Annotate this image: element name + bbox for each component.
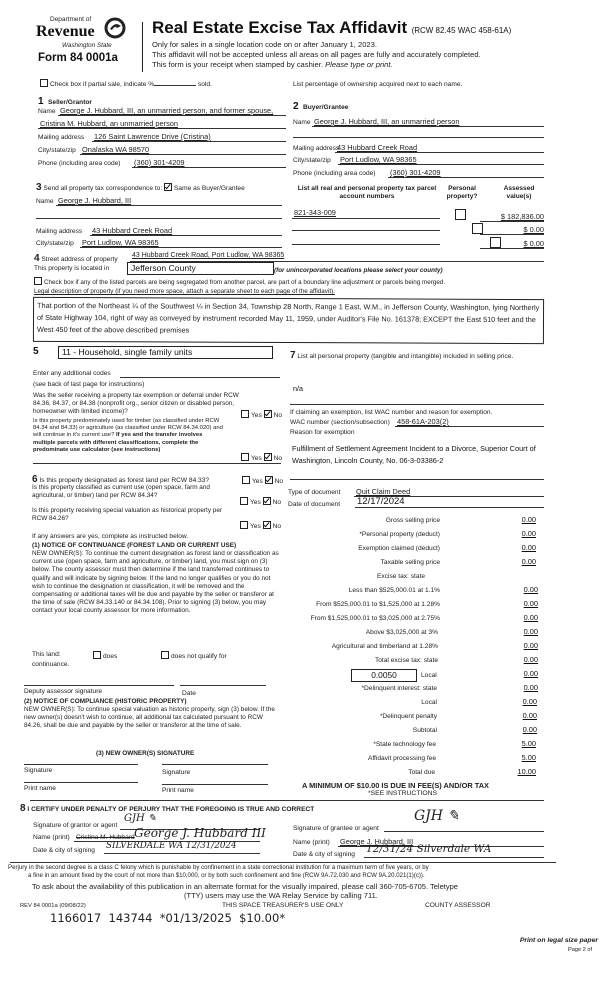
rule (92, 141, 286, 142)
personal-property-label (290, 352, 530, 361)
tax-row-label: Subtotal (412, 727, 437, 734)
deputy-date-field[interactable] (180, 685, 266, 686)
segregate-label: Check box if any of the listed parcels are being segregated from another parcel, are part of a boundary line adjustment or parcels being merged. (44, 279, 446, 286)
additional-codes-field (120, 377, 280, 378)
current-use-no-checkbox[interactable] (263, 497, 271, 505)
historic-yes-checkbox[interactable] (240, 521, 248, 529)
wac-field[interactable]: 458-61A-203(2) (397, 417, 449, 426)
doc-date-label: Date of document (288, 501, 341, 508)
county-assessor-label: COUNTY ASSESSOR (425, 902, 491, 909)
no-label: No (273, 455, 283, 462)
rule (312, 126, 544, 127)
grantee-signature[interactable]: GJH ✎ (414, 808, 460, 824)
rule (338, 164, 544, 165)
rule (480, 234, 544, 235)
grantee-sig-label: Signature of grantee or agent (293, 825, 379, 832)
buyer-phone-field[interactable]: (360) 301-4209 (390, 168, 441, 177)
certify-text: I CERTIFY UNDER PENALTY OF PERJURY THAT THE FOREGOING IS TRUE AND CORRECT (27, 806, 315, 813)
grantor-name-field[interactable]: George J. Hubbard III (134, 826, 266, 840)
corr-city-field[interactable]: Port Ludlow, WA 98365 (82, 238, 159, 247)
assessed-value-1[interactable]: $ 182,836.00 (500, 212, 544, 221)
doc-type-field[interactable]: Quit Claim Deed (356, 487, 411, 496)
tax-row-value[interactable]: 0.00 (521, 529, 536, 538)
certify-heading (20, 803, 314, 814)
seller-name-field[interactable]: George J. Hubbard, III, an unmarried person, and former spouse, (60, 106, 274, 115)
accessibility-note-2: (TTY) users may use the WA Relay Service by calling 711. (184, 891, 378, 900)
land-does-not (161, 651, 227, 660)
current-use-answer (240, 497, 281, 506)
section6-intro: If any answers are yes, complete as instructed below. (32, 533, 189, 540)
no-label: No (272, 499, 282, 506)
section-heading: Seller/Grantor (48, 99, 92, 106)
assessed-value-2[interactable]: $ 0.00 (523, 225, 544, 234)
forest-no-checkbox[interactable] (265, 476, 273, 484)
tax-row-value[interactable]: 0.00 (523, 613, 538, 622)
buyer-name-field[interactable]: George J. Hubbard, III, an unmarried person (314, 117, 460, 126)
dept-line1: Department of (50, 16, 92, 23)
header-sub3 (152, 60, 393, 69)
no-label: No (273, 412, 283, 419)
personal-checkbox-1[interactable] (455, 209, 466, 220)
tax-row-label: From $525,000.01 to $1,525,000 at 1.28% (316, 601, 440, 608)
land-does (93, 651, 117, 660)
yes-label: Yes (250, 523, 261, 530)
assessed-col-header: Assessed value(s) (503, 185, 535, 200)
parcel-number-1[interactable]: 821-343-009 (294, 208, 336, 217)
tax-row-value[interactable]: 0.00 (523, 683, 538, 692)
tax-row-label: *Delinquent penalty (379, 713, 437, 720)
dept-line2: Revenue (36, 23, 95, 40)
tax-row-label: Agricultural and timberland at 1.28% (331, 643, 438, 650)
historic-answer (240, 521, 281, 530)
grantee-name-field[interactable]: George J. Hubbard, III (340, 837, 414, 846)
seller-city-field[interactable]: Onalaska WA 98570 (82, 145, 150, 154)
perjury-text: Perjury in the second degree is a class C felony which is punishable by confinement in a state correctional institution for a maximum term of five years, or by (8, 864, 429, 871)
header-sub1: Only for sales in a single location code on or after January 1, 2023. (152, 40, 377, 49)
rule (290, 479, 544, 480)
tax-row-label: Less than $525,000.01 at 1.1% (348, 587, 440, 594)
owner-print-field-1[interactable] (24, 782, 138, 783)
tax-row-value[interactable]: 0.00 (522, 697, 537, 706)
owner-print-field-2[interactable] (162, 784, 268, 785)
land-label: This land: (32, 651, 61, 658)
revision-label: REV 84 0001a (09/08/22) (20, 903, 86, 909)
tax-row-value[interactable]: 0.00 (522, 725, 537, 734)
perjury-note-1 (8, 864, 429, 871)
header-sub2: This affidavit will not be accepted unless all areas on all pages are fully and accurately completed. (152, 50, 481, 59)
timber-no-checkbox[interactable] (264, 453, 272, 461)
section5-number: 5 (33, 346, 39, 357)
tax-row-label: Local (421, 699, 437, 706)
tax-row-value[interactable]: 0.00 (523, 655, 538, 664)
same-as-buyer-checkbox[interactable] (164, 183, 172, 191)
owner-print-label-1: Print name (24, 785, 56, 792)
partial-sale (40, 79, 212, 88)
owner-print-label-2: Print name (162, 787, 194, 794)
personal-property-text: List all personal property (tangible and intangible) included in selling price. (297, 353, 514, 360)
perjury-note-2: a fine in an amount fixed by the court of not more than $10,000, or by both such confinement and fine (RCW 9A.72.030 and RCW 9A.20.021(1)(c)). (28, 872, 425, 879)
buyer-mail-field[interactable]: 43 Hubbard Creek Road (337, 143, 418, 152)
seller-city-label: City/state/zip (38, 147, 76, 154)
owner-signature-label-1: Signature (24, 767, 53, 774)
yes-label: Yes (251, 412, 262, 419)
tax-row-label: *Personal property (deduct) (359, 531, 440, 538)
title-ref: (RCW 82.45 WAC 458-61A) (411, 26, 512, 35)
receipt-note: This form is your receipt when stamped by cashier. (152, 60, 323, 69)
deputy-signature-label: Deputy assessor signature (24, 688, 103, 695)
legal-paper-note: Print on legal size paper (519, 937, 598, 944)
section-number: 1 (38, 96, 44, 107)
grantee-date-label: Date & city of signing (293, 851, 355, 858)
rule (80, 247, 282, 248)
corr-city-label: City/state/zip (36, 240, 74, 247)
owner-signature-field-2[interactable] (162, 764, 268, 765)
forest-yes-checkbox[interactable] (242, 476, 250, 484)
exemption-answer (241, 410, 282, 419)
street-label-text: Street address of property (41, 256, 118, 263)
located-label: This property is located in (34, 265, 110, 272)
exemption-question: Was the seller receiving a property tax exemption or deferral under RCW 84.36, 84.37, or 84.38 (nonprofit org., senior citizen or disabled person, homeowner with limited income)? (33, 392, 239, 416)
additional-codes-label: Enter any additional codes (33, 370, 111, 377)
rule (355, 507, 544, 508)
tax-row-label: Excise tax: state (377, 573, 426, 580)
deputy-signature-field[interactable] (24, 685, 174, 686)
section-number: 6 (32, 474, 38, 485)
ownership-note: List percentage of ownership acquired next to each name. (293, 81, 463, 88)
seller-name-field-2[interactable]: Cristina M. Hubbard, an unmarried person (40, 119, 179, 128)
reason-label: Reason for exemption (290, 429, 355, 436)
segregate (34, 277, 445, 286)
section-number: 2 (293, 101, 299, 112)
tax-row-label: Exemption claimed (deduct) (358, 545, 440, 552)
exemption-claim-label: If claiming an exemption, list WAC number and reason for exemption. (290, 409, 493, 416)
assessed-value-3[interactable]: $ 0.00 (523, 239, 544, 248)
section-number: 8 (20, 803, 26, 814)
forest-question-text: Is this property designated as forest land per RCW 84.33? (39, 477, 210, 484)
grantor-name-label: Name (print) (33, 834, 70, 841)
legal-label: Legal description of property (if you need more space, attach a separate sheet to each page of the affidavit). (34, 288, 335, 295)
rule (90, 235, 282, 236)
reason-field[interactable]: Fulfillment of Settlement Agreement Incident to a Divorce, Superior Court of Washington, Lincoln County, No. 06-3-03386-2 (292, 444, 536, 465)
tax-row-value[interactable]: 0.00 (521, 515, 536, 524)
tax-row-value[interactable]: 10.00 (517, 767, 536, 776)
rule (364, 857, 544, 858)
yes-label: Yes (251, 455, 262, 462)
local-rate-field[interactable]: 0.0050 (351, 669, 417, 682)
timber-question (33, 418, 223, 454)
segregate-checkbox[interactable] (34, 277, 42, 285)
no-label: No (274, 478, 284, 485)
continuance-label: continuance. (32, 661, 70, 668)
rule (335, 152, 544, 153)
tax-row-label: Total due (408, 769, 435, 776)
yes-label: Yes (252, 478, 263, 485)
corr-mail-label: Mailing address (36, 228, 83, 235)
deputy-date-label: Date (182, 690, 196, 697)
county-select[interactable]: Jefferson County (127, 262, 274, 275)
new-owner-signature-title: (3) NEW OWNER(S) SIGNATURE (96, 750, 195, 757)
rule (395, 426, 544, 427)
partial-sale-label: Check box if partial sale, indicate % (50, 81, 155, 88)
owner-signature-field-1[interactable] (24, 764, 138, 765)
partial-sale-percent-field[interactable] (154, 85, 196, 86)
buyer-phone-label: Phone (including area code) (293, 170, 376, 177)
grantee-name-label: Name (print) (293, 839, 330, 846)
tax-row-label: *Delinquent interest: state (361, 685, 437, 692)
tax-row-value[interactable]: 0.00 (523, 627, 538, 636)
section-number: 7 (290, 350, 296, 361)
grantor-signature[interactable]: GJH ✎ (124, 813, 157, 824)
buyer-heading (293, 96, 348, 114)
rule (293, 137, 544, 138)
street-label (34, 253, 118, 264)
rule (104, 853, 260, 854)
tax-row-value[interactable]: 0.00 (523, 641, 538, 650)
does-label: does (103, 653, 118, 660)
section-heading: Buyer/Grantee (303, 104, 349, 111)
timber-question-a: Is this property predominately used for timber (as classified under RCW 84.34 and 84.33) or agriculture (as classified under RCW 84.34.020) and will continue in it's current use? (33, 418, 223, 439)
buyer-mail-label: Mailing address (293, 145, 340, 152)
rule (36, 218, 282, 219)
rule (33, 463, 281, 464)
buyer-name-label: Name (293, 119, 311, 126)
rule (292, 218, 440, 219)
tax-row-value[interactable]: 0.00 (521, 557, 536, 566)
doc-date-field[interactable]: 12/17/2024 (357, 496, 405, 507)
corr-mail-field[interactable]: 43 Hubbard Creek Road (92, 226, 173, 235)
historic-question: Is this property receiving special valuation as historical property per RCW 84.26? (32, 507, 223, 523)
tax-row-label: Above $3,025,000 at 3% (365, 629, 438, 636)
parcel-number-2 (292, 230, 440, 231)
same-as-buyer-label: Same as Buyer/Grantee (174, 185, 245, 192)
current-use-question: Is this property classified as current use (open space, farm and agricultural, or timber) land per RCW 84.34? (32, 484, 210, 500)
partial-sale-checkbox[interactable] (40, 79, 48, 87)
rule (132, 167, 286, 168)
rule (290, 404, 544, 405)
rule (480, 248, 544, 249)
timber-answer (241, 453, 282, 462)
personal-property-field[interactable]: n/a (293, 384, 303, 393)
exemption-no-checkbox[interactable] (264, 410, 272, 418)
tax-row-label: Affidavit processing fee (367, 755, 436, 762)
see-instructions: *SEE INSTRUCTIONS (368, 790, 438, 797)
rule (10, 862, 556, 863)
tax-row-value[interactable]: 5.00 (521, 753, 536, 762)
no-label: No (272, 523, 282, 530)
accessibility-note-1: To ask about the availability of this publication in an alternate format for the visually impaired, please call 360-705-6705. Teletype (32, 882, 458, 891)
continuance-title: (1) NOTICE OF CONTINUANCE (FOREST LAND OR CURRENT USE) (32, 542, 237, 549)
seller-mail-field[interactable]: 126 Saint Lawrence Drive (Cristina) (94, 132, 211, 141)
treasurer-stamp: 1166017 143744 *01/13/2025 $10.00* (50, 911, 286, 925)
land-does-not-checkbox[interactable] (161, 651, 169, 659)
partial-sale-suffix: sold. (197, 81, 212, 88)
correspondence-heading (36, 182, 245, 193)
page-number: Page 2 of (568, 947, 592, 953)
compliance-title: (2) NOTICE OF COMPLIANCE (HISTORIC PROPERTY) (24, 698, 187, 705)
rule (384, 831, 544, 832)
grantor-date-field[interactable]: SILVERDALE WA 12/31/2024 (106, 841, 237, 851)
treasurer-use-label: THIS SPACE TREASURER'S USE ONLY (222, 902, 344, 909)
tax-row-label: Total excise tax: state (374, 657, 438, 664)
land-does-checkbox[interactable] (93, 651, 101, 659)
doc-type-label: Type of document (288, 489, 341, 496)
street-field[interactable]: 43 Hubbard Creek Road, Port Ludlow, WA 98365 (132, 252, 285, 259)
see-back-note: (see back of last page for instructions) (33, 381, 145, 388)
tax-row-label: *State technology fee (373, 741, 436, 748)
grantee-date-field[interactable]: 12/31/24 Silverdale WA (366, 843, 492, 855)
grantor-name-struck: Cristina M. Hubbard (76, 834, 135, 841)
rule (56, 205, 282, 206)
forest-answer (242, 476, 283, 485)
wac-label: WAC number (section/subsection) (290, 419, 390, 426)
tax-row-label: Gross selling price (385, 517, 440, 524)
grantor-sig-label: Signature of grantor or agent (33, 822, 118, 829)
rule (58, 115, 286, 116)
form-number: Form 84 0001a (38, 52, 118, 64)
title-text: Real Estate Excise Tax Affidavit (152, 18, 408, 37)
legal-description-field[interactable]: That portion of the Northeast ¼ of the Southwest ¼ in Section 34, Township 28 North, Range 1 East, W.M., in Jefferson County, Washington, lying Northerly of State Highway 104, right of way as conveyed by instrument recorded May 11, 1959, under Auditor's File No. 161378; EXCEPT the East 510 feet and the West 450 feet of the above described premises (33, 297, 544, 344)
tax-row-label: Taxable selling price (380, 559, 440, 566)
parcel-col-header: List all real and personal property tax parcel account numbers (297, 185, 437, 200)
grantor-date-label: Date & city of signing (33, 847, 95, 854)
seller-name-label: Name (38, 108, 56, 115)
dept-line3: Washington State (62, 42, 112, 49)
tax-row-value[interactable]: 0.00 (523, 585, 538, 594)
form-title (152, 18, 511, 38)
tax-row-value[interactable]: 0.00 (522, 711, 537, 720)
rule (480, 221, 544, 222)
tax-row-label: Local (421, 672, 437, 679)
current-use-yes-checkbox[interactable] (240, 497, 248, 505)
tax-row-value[interactable]: 5.00 (521, 739, 536, 748)
personal-col-header: Personal property? (446, 185, 478, 200)
tax-row-value[interactable]: 0.00 (523, 669, 538, 678)
continuance-text: NEW OWNER(S): To continue the current designation as forest land or classification as current use (open space, farm and agriculture, or timber) land, you must sign on (3) below. The county assessor must then determine if the land transferred continues to qualify and will indicate by signing below. If the land no longer qualifies or you do not wish to continue the designation or classification, it will be removed and the compensating or additional taxes will be due and payable by the seller or transferor at the time of sale (RCW 84.33.140 or 84.34.108). Prior to signing (3) below, you may contact your local county assessor for more information. (32, 550, 279, 615)
yes-label: Yes (250, 499, 261, 506)
buyer-city-label: City/state/zip (293, 157, 331, 164)
tax-row-value[interactable]: 0.00 (523, 599, 538, 608)
corr-name-label: Name (36, 198, 54, 205)
parcel-number-3 (292, 244, 440, 245)
rule (38, 128, 286, 129)
timber-yes-checkbox[interactable] (241, 453, 249, 461)
timber-question-b: If yes and the transfer involves multiple parcels with different classifications, complete the predominate use calculator (see instructions) (33, 432, 203, 453)
type-or-print-note: Please type or print. (325, 60, 393, 69)
rule (388, 177, 544, 178)
header-divider (142, 22, 143, 72)
rule (30, 800, 544, 801)
seller-phone-label: Phone (including area code) (38, 160, 121, 167)
seller-phone-field[interactable]: (360) 301-4209 (134, 158, 185, 167)
owner-signature-label-2: Signature (162, 769, 191, 776)
dor-logo (36, 14, 146, 74)
county-note: (for unincorporated locations please select your county) (274, 267, 443, 274)
tax-row-value[interactable]: 0.00 (521, 543, 536, 552)
correspondence-label: Send all property tax correspondence to: (43, 185, 163, 192)
compliance-text: NEW OWNER(S): To continue special valuation as historic property, sign (3) below. If the new owner(s) doesn't wish to continue, all additional tax calculated pursuant to RCW 84.26, shall be due and payable by the seller or transferor at the time of sale. (24, 706, 275, 730)
exemption-yes-checkbox[interactable] (241, 410, 249, 418)
section-number: 3 (36, 182, 42, 193)
does-not-label: does not qualify for (171, 653, 227, 660)
buyer-city-field[interactable]: Port Ludlow, WA 98365 (340, 155, 417, 164)
dor-swirl-icon (104, 17, 126, 39)
minimum-due-notice: A MINIMUM OF $10.00 IS DUE IN FEE(S) AND/OR TAX (302, 781, 489, 790)
section-number: 4 (34, 253, 40, 264)
historic-no-checkbox[interactable] (263, 521, 271, 529)
corr-name-field[interactable]: George J. Hubbard, III (58, 196, 132, 205)
use-code-select[interactable]: 11 - Household, single family units (58, 346, 273, 359)
tax-row-label: From $1,525,000.01 to $3,025,000 at 2.75% (310, 615, 440, 622)
rule (80, 154, 286, 155)
seller-mail-label: Mailing address (38, 134, 85, 141)
